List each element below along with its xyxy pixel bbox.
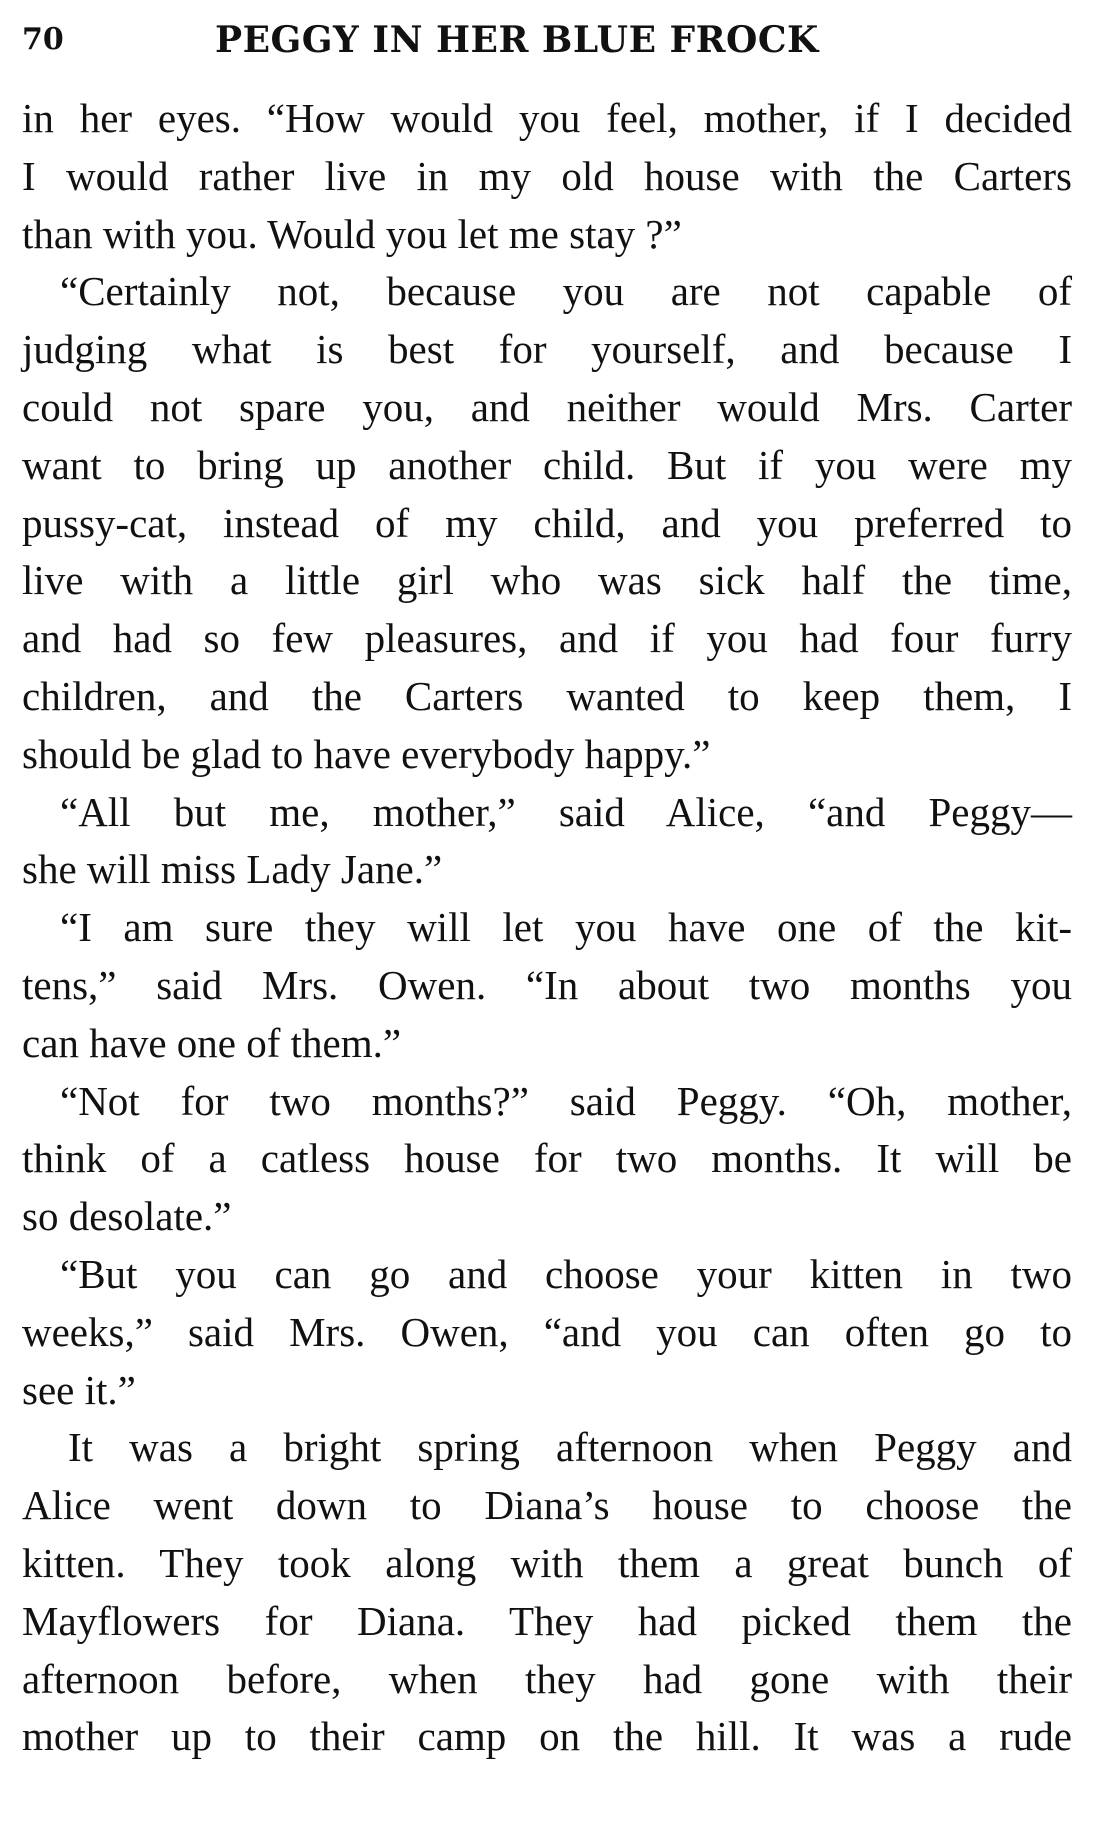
page-number: 70 [22,22,64,57]
text-line: pussy-cat, instead of my child, and you preferred to [22,499,1072,546]
text-line: I would rather live in my old house with the Carters [22,152,1072,199]
text-line: judging what is best for yourself, and because I [22,326,1072,373]
text-line: afternoon before, when they had gone with their [22,1655,1072,1702]
text-line: “Not for two months?” said Peggy. “Oh, mother, [60,1077,1072,1124]
text-line: kitten. They took along with them a great bunch of [22,1539,1072,1586]
text-line: in her eyes. “How would you feel, mother, if I decided [22,95,1072,141]
text-line: “I am sure they will let you have one of the kit- [60,904,1072,951]
text-line: “Certainly not, because you are not capable of [60,268,1072,315]
text-line: and had so few pleasures, and if you had four furry [22,615,1072,662]
text-line: It was a bright spring afternoon when Peggy and [68,1424,1072,1471]
text-line: could not spare you, and neither would Mrs. Carter [22,383,1072,430]
text-line: think of a catless house for two months. It will be [22,1135,1072,1182]
text-line: should be glad to have everybody happy.” [22,730,711,777]
text-line: Alice went down to Diana’s house to choose the [22,1482,1072,1529]
page-header [22,14,1072,66]
text-line: live with a little girl who was sick half the time, [22,557,1072,604]
text-line: mother up to their camp on the hill. It was a rude [22,1713,1072,1760]
text-line: Mayflowers for Diana. They had picked them the [22,1597,1072,1644]
text-line: tens,” said Mrs. Owen. “In about two months you [22,961,1072,1008]
text-line: she will miss Lady Jane.” [22,846,443,893]
text-line: “But you can go and choose your kitten in two [60,1250,1072,1297]
text-line: children, and the Carters wanted to keep them, I [22,672,1072,719]
text-line: weeks,” said Mrs. Owen, “and you can often go to [22,1308,1072,1355]
text-line: want to bring up another child. But if you were my [22,441,1072,488]
text-line: “All but me, mother,” said Alice, “and Peggy— [60,788,1072,835]
running-head: PEGGY IN HER BLUE FROCK [215,19,819,61]
body-text [22,90,1072,1766]
text-line: can have one of them.” [22,1019,402,1066]
text-line: than with you. Would you let me stay ?” [22,210,682,257]
text-line: so desolate.” [22,1193,232,1240]
text-line: see it.” [22,1366,136,1413]
